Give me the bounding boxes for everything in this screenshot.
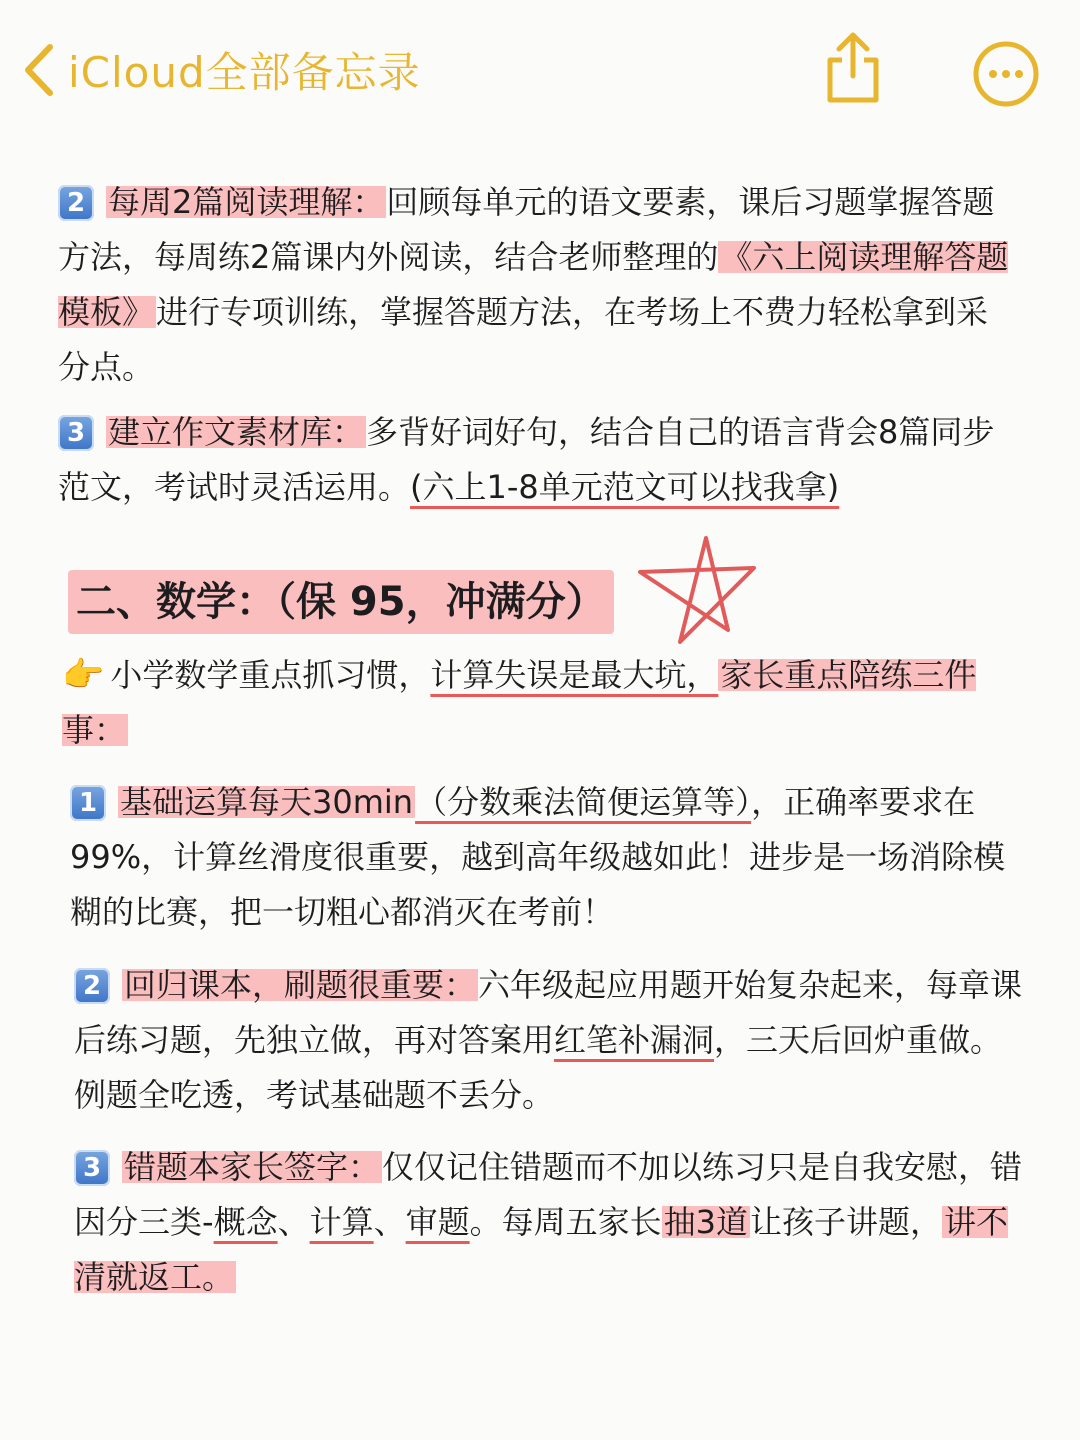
math-intro xyxy=(62,648,1022,758)
number-badge: 2 xyxy=(74,968,110,1004)
item-text: 回顾每单元的语文要素，课后习题掌握答题方法，每周练2篇课内外阅读，结合老师整理的 xyxy=(58,183,995,276)
item-title: 每周2篇阅读理解： xyxy=(108,183,385,221)
item-title: 回归课本，刷题很重要： xyxy=(124,966,477,1004)
item-title: 建立作文素材库： xyxy=(108,413,365,451)
back-label: iCloud全部备忘录 xyxy=(68,48,421,97)
chinese-item-2 xyxy=(58,175,1018,395)
item-text: 仅仅记住错题而不加以练习只是自我安慰，错因分三类- xyxy=(74,1148,1023,1241)
book-title: 《六上阅读理解答题模板》 xyxy=(58,238,1009,331)
separator: 、 xyxy=(373,1203,406,1241)
intro-underlined: 计算失误是最大坑， xyxy=(430,656,719,694)
underlined-word: 审题 xyxy=(405,1203,470,1241)
item-underlined: 红笔补漏洞 xyxy=(554,1021,715,1059)
number-badge: 3 xyxy=(58,415,94,451)
intro-highlight: 家长重点陪练三件事： xyxy=(62,656,977,749)
math-item-3 xyxy=(74,1140,1034,1305)
separator: 、 xyxy=(277,1203,310,1241)
math-item-2 xyxy=(74,958,1034,1123)
item-text: 六年级起应用题开始复杂起来，每章课后练习题，先独立做，再对答案用 xyxy=(74,966,1023,1059)
item-text: 让孩子讲题， xyxy=(750,1203,943,1241)
item-title: 基础运算每天30min xyxy=(120,783,414,821)
underlined-word: 概念 xyxy=(213,1203,278,1241)
item-text: 进行专项训练，掌握答题方法，在考场上不费力轻松拿到采分点。 xyxy=(58,293,989,386)
number-badge: 1 xyxy=(70,785,106,821)
chinese-item-3 xyxy=(58,405,1018,515)
item-highlight: 抽3道 xyxy=(663,1203,749,1241)
item-text: ，三天后回炉重做。例题全吃透，考试基础题不丢分。 xyxy=(74,1021,1003,1114)
item-text: 多背好词好句，结合自己的语言背会8篇同步范文，考试时灵活运用。 xyxy=(58,413,995,506)
underlined-word: 计算 xyxy=(309,1203,374,1241)
number-badge: 3 xyxy=(74,1150,110,1186)
item-note: (六上1-8单元范文可以找我拿) xyxy=(410,468,840,506)
item-highlight: 讲不清就返工。 xyxy=(74,1203,1009,1296)
item-underlined: （分数乘法简便运算等） xyxy=(415,783,752,821)
item-title: 错题本家长签字： xyxy=(124,1148,381,1186)
math-heading: 二、数学：（保 95，冲满分） xyxy=(68,570,614,634)
hand-drawn-star-icon xyxy=(632,530,762,650)
intro-text: 小学数学重点抓习惯， xyxy=(110,656,431,694)
item-text: ，正确率要求在99%，计算丝滑度很重要，越到高年级越如此！进步是一场消除模糊的比赛，把一切粗心都消灭在考前！ xyxy=(70,783,1006,931)
number-badge: 2 xyxy=(58,185,94,221)
pointing-hand-icon: 👉 xyxy=(62,655,105,695)
item-text: 。每周五家长 xyxy=(469,1203,662,1241)
math-item-1 xyxy=(70,775,1030,940)
